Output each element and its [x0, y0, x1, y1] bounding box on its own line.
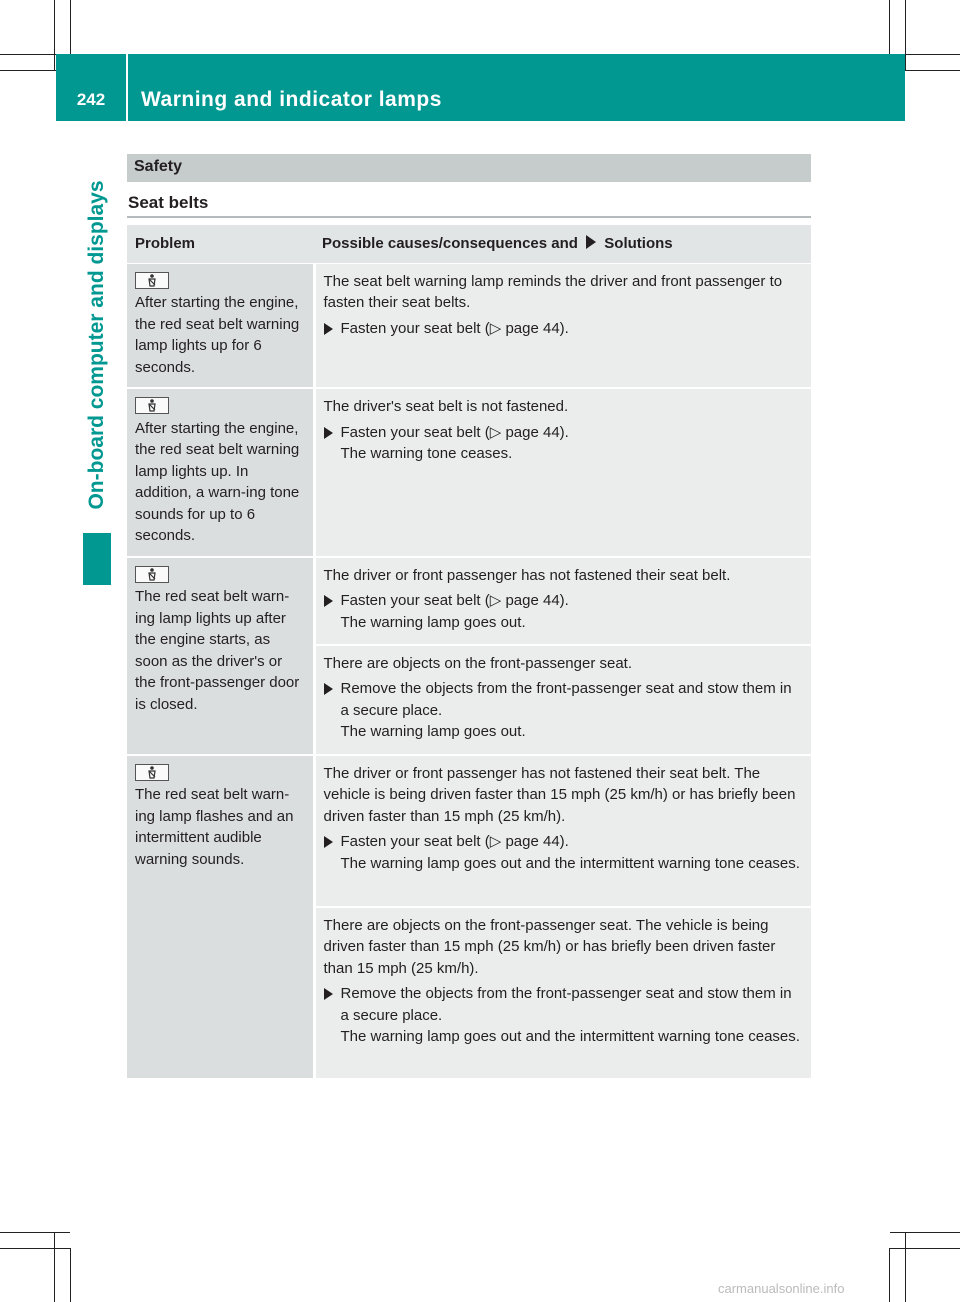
crop-mark	[905, 0, 906, 70]
side-tab-marker	[83, 533, 111, 585]
page-title: Warning and indicator lamps	[141, 88, 442, 111]
page-header	[56, 54, 905, 121]
solution-step	[324, 678, 804, 743]
step-text: Fasten your seat belt (▷ page 44).	[340, 423, 569, 441]
table-row	[127, 755, 811, 907]
cause-cell	[314, 263, 811, 388]
crop-mark	[905, 1232, 906, 1302]
problem-cell	[127, 263, 314, 388]
solution-step	[324, 422, 804, 465]
crop-mark	[54, 0, 55, 70]
seat-belt-icon	[135, 397, 169, 414]
crop-mark	[70, 1248, 71, 1302]
step-text: Remove the objects from the front-passenger seat and stow them in a secure place.	[340, 680, 792, 719]
subsection-title: Seat belts	[128, 193, 209, 212]
arrow-right-icon	[324, 427, 333, 439]
arrow-right-icon	[324, 988, 333, 1000]
arrow-right-icon	[586, 235, 596, 249]
section-heading	[127, 154, 811, 182]
crop-mark	[890, 1248, 960, 1249]
cause-cell	[314, 755, 811, 907]
header-solutions-text: Solutions	[604, 235, 673, 252]
step-text: Remove the objects from the front-passenger seat and stow them in a secure place.	[340, 985, 792, 1024]
arrow-right-icon	[324, 836, 333, 848]
problem-text: The red seat belt warn-ing lamp flashes and an intermittent audible warning sounds.	[135, 786, 294, 868]
step-result: The warning lamp goes out.	[340, 613, 526, 631]
step-text: Fasten your seat belt (▷ page 44).	[340, 319, 569, 337]
problem-cell	[127, 755, 314, 1079]
cause-cell	[314, 645, 811, 755]
table-header-row	[127, 225, 811, 263]
solution-step	[324, 983, 804, 1048]
crop-mark	[0, 1232, 70, 1233]
arrow-right-icon	[324, 595, 333, 607]
seat-belt-icon	[135, 566, 169, 583]
header-divider	[126, 54, 128, 121]
cause-text: There are objects on the front-passenger seat. The vehicle is being driven faster than 15 mph (25 km/h) or has briefly been driven faster than 15 mph (25 km/h).	[323, 916, 776, 977]
subsection-rule	[127, 216, 811, 218]
crop-mark	[889, 1248, 890, 1302]
cause-text: The driver or front passenger has not fastened their seat belt.	[323, 566, 731, 584]
crop-mark	[0, 1248, 70, 1249]
step-result: The warning lamp goes out and the intermittent warning tone ceases.	[340, 1028, 800, 1045]
problem-text: The red seat belt warn-ing lamp lights up after the engine starts, as soon as the driver's or the front-passenger door is closed.	[135, 588, 300, 713]
arrow-right-icon	[324, 323, 333, 335]
cause-cell	[314, 557, 811, 645]
step-text: Fasten your seat belt (▷ page 44).	[340, 833, 569, 850]
solution-step	[324, 590, 804, 633]
section-title: Safety	[134, 158, 183, 175]
warning-table	[127, 225, 811, 1080]
header-causes	[314, 225, 811, 263]
problem-text: After starting the engine, the red seat belt warning lamp lights up for 6 seconds.	[135, 294, 300, 376]
solution-step	[324, 318, 804, 340]
step-result: The warning lamp goes out and the intermittent warning tone ceases.	[340, 854, 800, 872]
problem-cell	[127, 388, 314, 557]
problem-text: After starting the engine, the red seat belt warning lamp lights up. In addition, a warn-ing tone sounds for up to 6 seconds.	[135, 419, 300, 544]
table-row	[127, 263, 811, 388]
cause-text: The seat belt warning lamp reminds the driver and front passenger to fasten their seat belts.	[323, 272, 783, 311]
problem-cell	[127, 557, 314, 755]
cause-text: The driver's seat belt is not fastened.	[323, 398, 569, 415]
cause-text: There are objects on the front-passenger seat.	[323, 654, 633, 672]
step-text: Fasten your seat belt (▷ page 44).	[340, 592, 569, 609]
page-number: 242	[76, 90, 106, 109]
step-result: The warning tone ceases.	[340, 445, 513, 462]
cause-cell	[314, 907, 811, 1079]
watermark: carmanualsonline.info	[718, 1281, 845, 1296]
crop-mark	[890, 1232, 960, 1233]
step-result: The warning lamp goes out.	[340, 723, 526, 740]
seat-belt-icon	[135, 272, 169, 289]
arrow-right-icon	[324, 683, 333, 695]
header-causes-text: Possible causes/consequences and	[322, 235, 578, 252]
cause-text: The driver or front passenger has not fastened their seat belt. The vehicle is being driven faster than 15 mph (25 km/h) or has briefly been driven faster than 15 mph (25 km/h).	[323, 764, 796, 825]
header-problem: Problem	[127, 225, 314, 263]
table-row	[127, 557, 811, 645]
seat-belt-icon	[135, 764, 169, 781]
table-row	[127, 388, 811, 557]
solution-step	[324, 831, 804, 874]
cause-cell	[314, 388, 811, 557]
side-tab-label: On-board computer and displays	[85, 180, 108, 510]
crop-mark	[54, 1232, 55, 1302]
